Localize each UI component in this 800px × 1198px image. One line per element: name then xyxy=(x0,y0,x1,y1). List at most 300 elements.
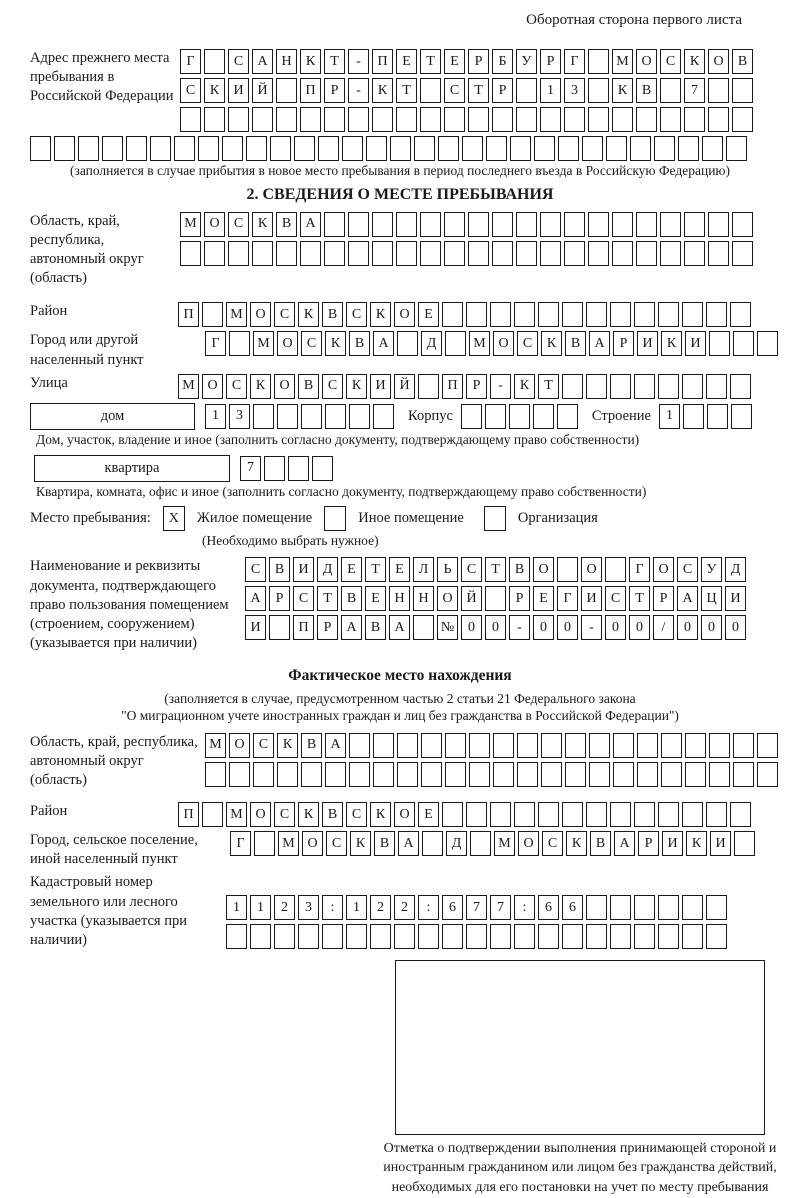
stroenie-row[interactable] xyxy=(659,404,752,429)
char-cell[interactable] xyxy=(445,733,466,758)
char-cell[interactable]: Т xyxy=(468,78,489,103)
char-cell[interactable] xyxy=(514,302,535,327)
char-cell[interactable] xyxy=(372,241,393,266)
char-cell[interactable] xyxy=(613,733,634,758)
char-cell[interactable]: 6 xyxy=(562,895,583,920)
char-cell[interactable]: 0 xyxy=(725,615,746,640)
char-cell[interactable] xyxy=(726,136,747,161)
char-cell[interactable]: М xyxy=(226,802,247,827)
char-cell[interactable] xyxy=(630,136,651,161)
char-cell[interactable]: Ц xyxy=(701,586,722,611)
char-cell[interactable] xyxy=(366,136,387,161)
char-cell[interactable]: 1 xyxy=(226,895,247,920)
char-cell[interactable] xyxy=(318,136,339,161)
char-cell[interactable] xyxy=(732,241,753,266)
char-cell[interactable] xyxy=(757,762,778,787)
char-cell[interactable]: С xyxy=(253,733,274,758)
char-cell[interactable] xyxy=(636,107,657,132)
char-cell[interactable]: К xyxy=(612,78,633,103)
char-cell[interactable] xyxy=(634,374,655,399)
char-cell[interactable]: И xyxy=(370,374,391,399)
char-cell[interactable] xyxy=(586,302,607,327)
char-cell[interactable] xyxy=(300,107,321,132)
char-cell[interactable]: О xyxy=(250,302,271,327)
char-cell[interactable]: 7 xyxy=(684,78,705,103)
char-cell[interactable] xyxy=(586,374,607,399)
char-cell[interactable]: В xyxy=(276,212,297,237)
char-cell[interactable]: 0 xyxy=(533,615,554,640)
char-cell[interactable] xyxy=(413,615,434,640)
char-cell[interactable]: М xyxy=(278,831,299,856)
char-cell[interactable] xyxy=(277,404,298,429)
char-cell[interactable] xyxy=(538,302,559,327)
char-cell[interactable] xyxy=(565,733,586,758)
char-cell[interactable] xyxy=(510,136,531,161)
char-cell[interactable] xyxy=(342,136,363,161)
char-cell[interactable] xyxy=(634,802,655,827)
char-cell[interactable] xyxy=(730,302,751,327)
char-cell[interactable] xyxy=(394,924,415,949)
char-cell[interactable] xyxy=(390,136,411,161)
char-cell[interactable]: О xyxy=(493,331,514,356)
char-cell[interactable]: С xyxy=(346,802,367,827)
char-cell[interactable] xyxy=(731,404,752,429)
char-cell[interactable] xyxy=(462,136,483,161)
char-cell[interactable] xyxy=(396,107,417,132)
char-cell[interactable] xyxy=(274,924,295,949)
char-cell[interactable]: С xyxy=(274,302,295,327)
char-cell[interactable] xyxy=(276,241,297,266)
char-cell[interactable]: С xyxy=(660,49,681,74)
char-cell[interactable] xyxy=(634,302,655,327)
char-cell[interactable]: А xyxy=(300,212,321,237)
char-cell[interactable]: Д xyxy=(317,557,338,582)
document-row-3[interactable] xyxy=(245,615,746,640)
char-cell[interactable]: Е xyxy=(396,49,417,74)
char-cell[interactable] xyxy=(654,136,675,161)
char-cell[interactable] xyxy=(396,241,417,266)
char-cell[interactable] xyxy=(565,762,586,787)
char-cell[interactable]: Р xyxy=(324,78,345,103)
char-cell[interactable] xyxy=(466,802,487,827)
char-cell[interactable] xyxy=(277,762,298,787)
char-cell[interactable] xyxy=(706,374,727,399)
char-cell[interactable]: О xyxy=(274,374,295,399)
char-cell[interactable] xyxy=(418,374,439,399)
char-cell[interactable] xyxy=(636,212,657,237)
char-cell[interactable] xyxy=(444,212,465,237)
char-cell[interactable]: О xyxy=(250,802,271,827)
char-cell[interactable] xyxy=(442,302,463,327)
char-cell[interactable] xyxy=(634,895,655,920)
char-cell[interactable] xyxy=(517,762,538,787)
char-cell[interactable]: О xyxy=(229,733,250,758)
char-cell[interactable] xyxy=(610,895,631,920)
char-cell[interactable] xyxy=(349,404,370,429)
region-row-1[interactable] xyxy=(180,212,753,237)
char-cell[interactable] xyxy=(276,107,297,132)
char-cell[interactable]: Р xyxy=(269,586,290,611)
char-cell[interactable]: / xyxy=(653,615,674,640)
char-cell[interactable] xyxy=(702,136,723,161)
stay-type-checkbox-residential[interactable]: X xyxy=(163,506,185,531)
char-cell[interactable] xyxy=(294,136,315,161)
char-cell[interactable]: А xyxy=(373,331,394,356)
street-row[interactable] xyxy=(178,374,751,399)
char-cell[interactable] xyxy=(300,241,321,266)
char-cell[interactable]: Р xyxy=(468,49,489,74)
char-cell[interactable]: И xyxy=(293,557,314,582)
char-cell[interactable]: А xyxy=(389,615,410,640)
char-cell[interactable] xyxy=(610,802,631,827)
char-cell[interactable] xyxy=(634,924,655,949)
char-cell[interactable] xyxy=(301,762,322,787)
char-cell[interactable]: Т xyxy=(324,49,345,74)
char-cell[interactable]: Т xyxy=(629,586,650,611)
char-cell[interactable]: Н xyxy=(413,586,434,611)
char-cell[interactable] xyxy=(298,924,319,949)
char-cell[interactable] xyxy=(202,302,223,327)
char-cell[interactable]: 0 xyxy=(605,615,626,640)
char-cell[interactable] xyxy=(420,212,441,237)
char-cell[interactable]: В xyxy=(732,49,753,74)
char-cell[interactable]: А xyxy=(252,49,273,74)
char-cell[interactable]: С xyxy=(322,374,343,399)
char-cell[interactable] xyxy=(732,78,753,103)
char-cell[interactable] xyxy=(589,733,610,758)
char-cell[interactable]: Г xyxy=(557,586,578,611)
char-cell[interactable]: - xyxy=(581,615,602,640)
char-cell[interactable] xyxy=(706,924,727,949)
char-cell[interactable]: 0 xyxy=(677,615,698,640)
char-cell[interactable]: 1 xyxy=(205,404,226,429)
char-cell[interactable] xyxy=(322,924,343,949)
char-cell[interactable]: И xyxy=(245,615,266,640)
char-cell[interactable] xyxy=(682,374,703,399)
char-cell[interactable] xyxy=(264,456,285,481)
char-cell[interactable] xyxy=(198,136,219,161)
char-cell[interactable] xyxy=(250,924,271,949)
char-cell[interactable] xyxy=(682,302,703,327)
char-cell[interactable] xyxy=(562,802,583,827)
char-cell[interactable] xyxy=(301,404,322,429)
char-cell[interactable]: Р xyxy=(466,374,487,399)
char-cell[interactable] xyxy=(492,107,513,132)
char-cell[interactable] xyxy=(468,212,489,237)
char-cell[interactable]: 7 xyxy=(490,895,511,920)
char-cell[interactable] xyxy=(658,802,679,827)
document-row-1[interactable] xyxy=(245,557,746,582)
char-cell[interactable]: А xyxy=(589,331,610,356)
char-cell[interactable]: У xyxy=(516,49,537,74)
char-cell[interactable] xyxy=(254,831,275,856)
char-cell[interactable] xyxy=(229,762,250,787)
char-cell[interactable]: С xyxy=(346,302,367,327)
char-cell[interactable]: П xyxy=(442,374,463,399)
char-cell[interactable]: 1 xyxy=(346,895,367,920)
char-cell[interactable] xyxy=(346,924,367,949)
char-cell[interactable] xyxy=(661,733,682,758)
char-cell[interactable] xyxy=(709,733,730,758)
char-cell[interactable] xyxy=(564,212,585,237)
char-cell[interactable]: С xyxy=(180,78,201,103)
char-cell[interactable]: Л xyxy=(413,557,434,582)
char-cell[interactable] xyxy=(174,136,195,161)
char-cell[interactable]: Т xyxy=(485,557,506,582)
char-cell[interactable] xyxy=(420,78,441,103)
char-cell[interactable] xyxy=(660,78,681,103)
char-cell[interactable] xyxy=(682,802,703,827)
char-cell[interactable]: О xyxy=(533,557,554,582)
char-cell[interactable] xyxy=(269,615,290,640)
char-cell[interactable]: Р xyxy=(317,615,338,640)
char-cell[interactable]: Т xyxy=(538,374,559,399)
char-cell[interactable] xyxy=(78,136,99,161)
char-cell[interactable] xyxy=(469,733,490,758)
char-cell[interactable] xyxy=(516,78,537,103)
char-cell[interactable] xyxy=(492,241,513,266)
char-cell[interactable]: И xyxy=(710,831,731,856)
char-cell[interactable]: М xyxy=(205,733,226,758)
char-cell[interactable]: В xyxy=(590,831,611,856)
char-cell[interactable]: Р xyxy=(653,586,674,611)
char-cell[interactable]: И xyxy=(637,331,658,356)
char-cell[interactable] xyxy=(222,136,243,161)
char-cell[interactable]: С xyxy=(677,557,698,582)
char-cell[interactable]: Ь xyxy=(437,557,458,582)
char-cell[interactable]: О xyxy=(302,831,323,856)
char-cell[interactable] xyxy=(661,762,682,787)
char-cell[interactable]: Н xyxy=(276,49,297,74)
char-cell[interactable] xyxy=(288,456,309,481)
char-cell[interactable]: С xyxy=(301,331,322,356)
char-cell[interactable] xyxy=(468,107,489,132)
char-cell[interactable]: И xyxy=(662,831,683,856)
char-cell[interactable]: 2 xyxy=(394,895,415,920)
char-cell[interactable] xyxy=(562,374,583,399)
char-cell[interactable]: Е xyxy=(389,557,410,582)
apartment-number-row[interactable] xyxy=(240,456,333,481)
char-cell[interactable] xyxy=(397,733,418,758)
char-cell[interactable] xyxy=(270,136,291,161)
char-cell[interactable]: Г xyxy=(205,331,226,356)
char-cell[interactable]: 0 xyxy=(557,615,578,640)
char-cell[interactable]: В xyxy=(322,302,343,327)
char-cell[interactable] xyxy=(706,802,727,827)
char-cell[interactable] xyxy=(540,107,561,132)
char-cell[interactable] xyxy=(493,733,514,758)
char-cell[interactable] xyxy=(276,78,297,103)
char-cell[interactable] xyxy=(466,302,487,327)
house-number-row[interactable] xyxy=(205,404,394,429)
char-cell[interactable] xyxy=(557,404,578,429)
char-cell[interactable] xyxy=(586,802,607,827)
char-cell[interactable] xyxy=(612,107,633,132)
char-cell[interactable]: Е xyxy=(418,802,439,827)
char-cell[interactable] xyxy=(325,762,346,787)
char-cell[interactable]: А xyxy=(677,586,698,611)
char-cell[interactable]: № xyxy=(437,615,458,640)
char-cell[interactable] xyxy=(586,895,607,920)
char-cell[interactable] xyxy=(517,733,538,758)
actual-region-row-1[interactable] xyxy=(205,733,778,758)
char-cell[interactable] xyxy=(708,241,729,266)
char-cell[interactable]: О xyxy=(277,331,298,356)
actual-region-row-2[interactable] xyxy=(205,762,778,787)
char-cell[interactable] xyxy=(610,302,631,327)
char-cell[interactable] xyxy=(564,241,585,266)
char-cell[interactable] xyxy=(253,404,274,429)
char-cell[interactable]: В xyxy=(374,831,395,856)
char-cell[interactable] xyxy=(442,802,463,827)
char-cell[interactable] xyxy=(349,733,370,758)
char-cell[interactable] xyxy=(683,404,704,429)
char-cell[interactable]: Р xyxy=(540,49,561,74)
cadastral-row-1[interactable] xyxy=(226,895,727,920)
char-cell[interactable]: Е xyxy=(365,586,386,611)
char-cell[interactable]: К xyxy=(541,331,562,356)
char-cell[interactable] xyxy=(349,762,370,787)
char-cell[interactable] xyxy=(252,107,273,132)
char-cell[interactable]: В xyxy=(565,331,586,356)
char-cell[interactable] xyxy=(373,762,394,787)
char-cell[interactable]: И xyxy=(685,331,706,356)
char-cell[interactable] xyxy=(324,241,345,266)
char-cell[interactable] xyxy=(733,733,754,758)
char-cell[interactable]: В xyxy=(298,374,319,399)
char-cell[interactable]: Р xyxy=(509,586,530,611)
char-cell[interactable]: 0 xyxy=(461,615,482,640)
char-cell[interactable] xyxy=(150,136,171,161)
char-cell[interactable]: С xyxy=(293,586,314,611)
char-cell[interactable]: 6 xyxy=(538,895,559,920)
char-cell[interactable]: Т xyxy=(420,49,441,74)
char-cell[interactable] xyxy=(438,136,459,161)
char-cell[interactable] xyxy=(373,733,394,758)
char-cell[interactable] xyxy=(445,331,466,356)
char-cell[interactable] xyxy=(709,331,730,356)
char-cell[interactable] xyxy=(445,762,466,787)
char-cell[interactable] xyxy=(637,762,658,787)
char-cell[interactable] xyxy=(490,802,511,827)
char-cell[interactable]: В xyxy=(636,78,657,103)
char-cell[interactable] xyxy=(421,762,442,787)
char-cell[interactable] xyxy=(541,733,562,758)
char-cell[interactable] xyxy=(541,762,562,787)
char-cell[interactable] xyxy=(588,78,609,103)
char-cell[interactable] xyxy=(102,136,123,161)
char-cell[interactable] xyxy=(516,107,537,132)
char-cell[interactable]: Е xyxy=(444,49,465,74)
char-cell[interactable] xyxy=(420,107,441,132)
char-cell[interactable] xyxy=(658,895,679,920)
char-cell[interactable] xyxy=(708,212,729,237)
char-cell[interactable] xyxy=(516,241,537,266)
char-cell[interactable] xyxy=(557,557,578,582)
char-cell[interactable] xyxy=(246,136,267,161)
char-cell[interactable]: Б xyxy=(492,49,513,74)
char-cell[interactable]: Т xyxy=(365,557,386,582)
char-cell[interactable] xyxy=(540,241,561,266)
cadastral-row-2[interactable] xyxy=(226,924,727,949)
char-cell[interactable] xyxy=(540,212,561,237)
stay-type-checkbox-other[interactable] xyxy=(324,506,346,531)
char-cell[interactable] xyxy=(324,212,345,237)
char-cell[interactable]: Т xyxy=(317,586,338,611)
char-cell[interactable] xyxy=(492,212,513,237)
char-cell[interactable]: Р xyxy=(638,831,659,856)
char-cell[interactable]: Г xyxy=(230,831,251,856)
char-cell[interactable] xyxy=(588,107,609,132)
char-cell[interactable]: Е xyxy=(418,302,439,327)
char-cell[interactable]: - xyxy=(348,49,369,74)
char-cell[interactable] xyxy=(612,212,633,237)
char-cell[interactable]: Р xyxy=(613,331,634,356)
char-cell[interactable]: К xyxy=(298,302,319,327)
char-cell[interactable] xyxy=(685,762,706,787)
char-cell[interactable] xyxy=(30,136,51,161)
char-cell[interactable] xyxy=(732,212,753,237)
char-cell[interactable] xyxy=(707,404,728,429)
char-cell[interactable] xyxy=(486,136,507,161)
char-cell[interactable]: С xyxy=(228,212,249,237)
char-cell[interactable]: Т xyxy=(396,78,417,103)
char-cell[interactable]: К xyxy=(372,78,393,103)
char-cell[interactable] xyxy=(612,241,633,266)
char-cell[interactable]: С xyxy=(517,331,538,356)
char-cell[interactable]: С xyxy=(605,586,626,611)
char-cell[interactable] xyxy=(610,924,631,949)
char-cell[interactable]: А xyxy=(398,831,419,856)
char-cell[interactable] xyxy=(538,924,559,949)
char-cell[interactable] xyxy=(253,762,274,787)
char-cell[interactable]: К xyxy=(346,374,367,399)
char-cell[interactable] xyxy=(228,107,249,132)
char-cell[interactable]: - xyxy=(509,615,530,640)
char-cell[interactable]: К xyxy=(566,831,587,856)
char-cell[interactable] xyxy=(757,331,778,356)
char-cell[interactable]: А xyxy=(325,733,346,758)
char-cell[interactable]: В xyxy=(365,615,386,640)
char-cell[interactable] xyxy=(325,404,346,429)
char-cell[interactable]: И xyxy=(725,586,746,611)
char-cell[interactable]: К xyxy=(325,331,346,356)
char-cell[interactable] xyxy=(658,302,679,327)
char-cell[interactable]: 7 xyxy=(466,895,487,920)
char-cell[interactable]: К xyxy=(277,733,298,758)
char-cell[interactable]: О xyxy=(708,49,729,74)
char-cell[interactable]: П xyxy=(372,49,393,74)
char-cell[interactable] xyxy=(204,49,225,74)
apartment-type-box[interactable]: квартира xyxy=(34,455,230,482)
char-cell[interactable] xyxy=(226,924,247,949)
char-cell[interactable]: О xyxy=(653,557,674,582)
char-cell[interactable]: 6 xyxy=(442,895,463,920)
char-cell[interactable]: Г xyxy=(629,557,650,582)
char-cell[interactable]: К xyxy=(370,302,391,327)
char-cell[interactable] xyxy=(204,107,225,132)
char-cell[interactable] xyxy=(733,331,754,356)
char-cell[interactable] xyxy=(709,762,730,787)
city-row[interactable] xyxy=(205,331,778,356)
char-cell[interactable]: Е xyxy=(341,557,362,582)
house-type-box[interactable]: дом xyxy=(30,403,195,430)
char-cell[interactable]: - xyxy=(348,78,369,103)
char-cell[interactable] xyxy=(180,241,201,266)
char-cell[interactable] xyxy=(706,895,727,920)
char-cell[interactable] xyxy=(734,831,755,856)
document-row-2[interactable] xyxy=(245,586,746,611)
